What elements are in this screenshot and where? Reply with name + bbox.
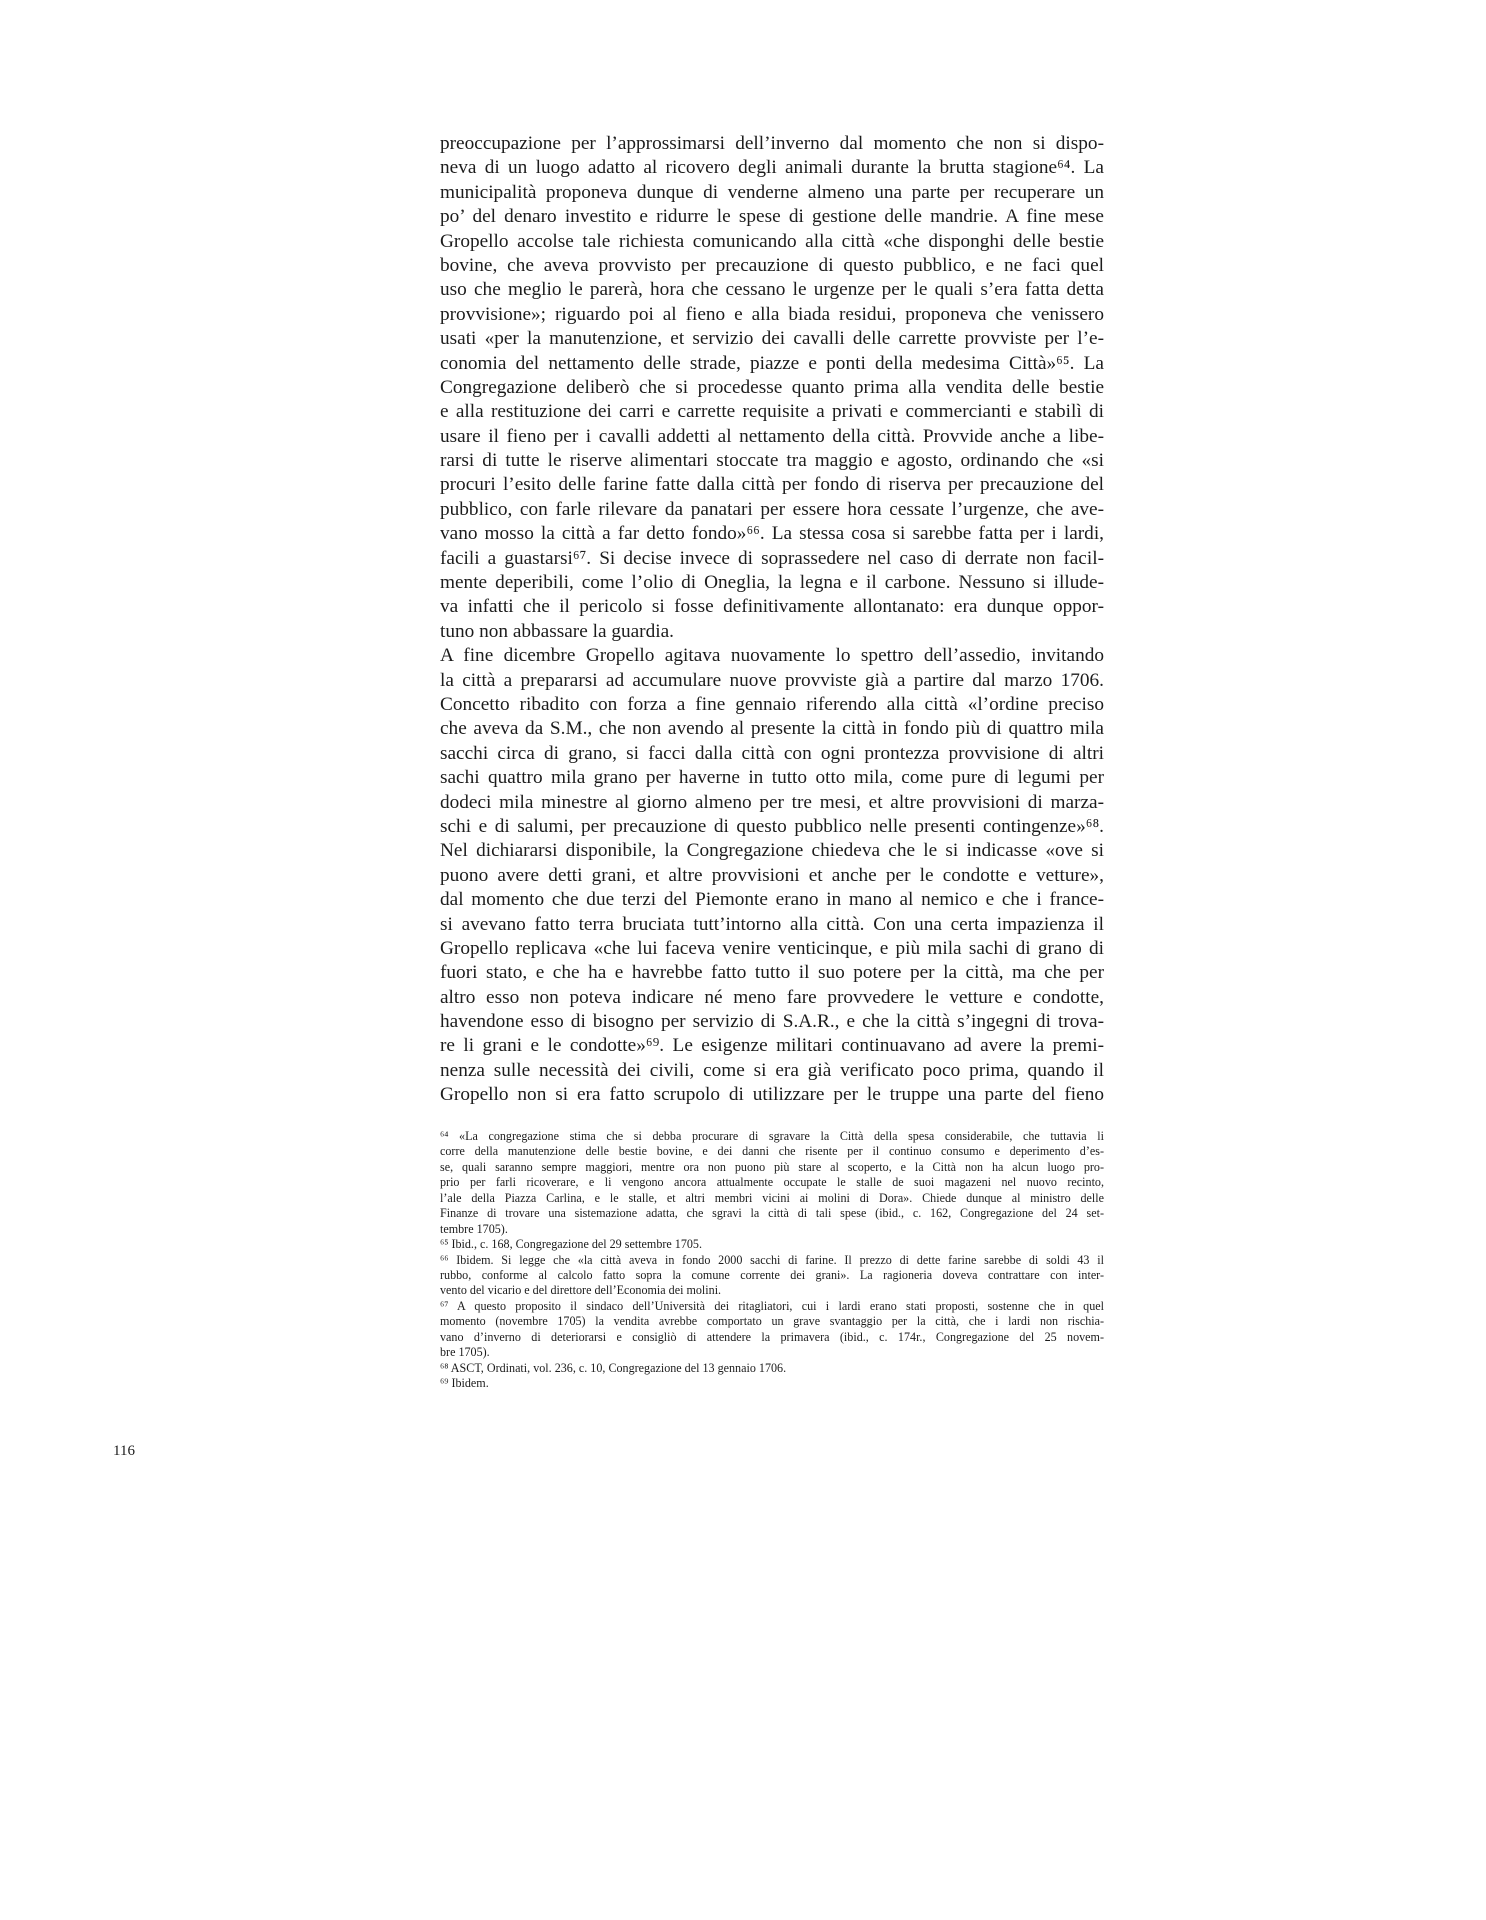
footnotes <box>440 1129 1104 1391</box>
page-number: 116 <box>113 1443 135 1459</box>
footnote-line: ⁶⁹ Ibidem. <box>440 1376 489 1390</box>
body-line: Gropello replicava «che lui faceva venire venticinque, e più mila sachi di grano di <box>440 937 1104 959</box>
body-line: altro esso non poteva indicare né meno fare provvedere le vetture e condotte, <box>440 986 1104 1008</box>
body-line: A fine dicembre Gropello agitava nuovamente lo spettro dell’assedio, invitando <box>440 645 1104 667</box>
body-line: preoccupazione per l’approssimarsi dell’inverno dal momento che non si dispo- <box>440 133 1104 154</box>
body-line: sacchi circa di grano, si facci dalla città con ogni prontezza provvisione di altri <box>440 742 1104 764</box>
footnote-line: momento (novembre 1705) la vendita avrebbe comportato un grave svantaggio per la città, che i lardi non rischia- <box>440 1314 1104 1329</box>
body-line: la città a prepararsi ad accumulare nuove provviste già a partire dal marzo 1706. <box>440 669 1104 691</box>
body-line: conomia del nettamento delle strade, piazze e ponti della medesima Città»⁶⁵. La <box>440 352 1104 374</box>
body-line: Congregazione deliberò che si procedesse quanto prima alla vendita delle bestie <box>440 376 1104 398</box>
body-line: procuri l’esito delle farine fatte dalla città per fondo di riserva per precauzione del <box>440 474 1104 496</box>
body-line: mente deperibili, come l’olio di Oneglia, la legna e il carbone. Nessuno si illude- <box>440 572 1104 594</box>
body-line: Gropello accolse tale richiesta comunicando alla città «che disponghi delle bestie <box>440 230 1104 252</box>
body-line: dal momento che due terzi del Piemonte erano in mano al nemico e che i france- <box>440 889 1104 911</box>
footnote-line: ⁶⁶ Ibidem. Si legge che «la città aveva in fondo 2000 sacchi di farine. Il prezzo di dette farine sarebbe di soldi 43 il <box>440 1252 1104 1267</box>
footnote-line: vento del vicario e del direttore dell’Economia dei molini. <box>440 1283 722 1298</box>
body-line: tuno non abbassare la guardia. <box>440 620 674 642</box>
body-line: va infatti che il pericolo si fosse definitivamente allontanato: era dunque oppor- <box>440 596 1104 618</box>
body-line: provvisione»; riguardo poi al fieno e alla biada residui, proponeva che venissero <box>440 303 1104 325</box>
body-line: nenza sulle necessità dei civili, come si era già verificato poco prima, quando il <box>440 1059 1104 1081</box>
body-line: usare il fieno per i cavalli addetti al nettamento della città. Provvide anche a libe- <box>440 425 1104 447</box>
footnote-line: rubbo, conforme al calcolo fatto sopra la comune corrente dei grani». La ragioneria doveva contrattare con inter- <box>440 1267 1104 1282</box>
body-line: si avevano fatto terra bruciata tutt’intorno alla città. Con una certa impazienza il <box>440 913 1104 935</box>
body-line: municipalità proponeva dunque di venderne almeno una parte per recuperare un <box>440 181 1104 203</box>
body-line: Gropello non si era fatto scrupolo di utilizzare per le truppe una parte del fieno <box>440 1084 1104 1106</box>
body-line: re li grani e le condotte»⁶⁹. Le esigenze militari continuavano ad avere la premi- <box>440 1035 1104 1057</box>
footnote-line: ⁶⁸ ASCT, Ordinati, vol. 236, c. 10, Congregazione del 13 gennaio 1706. <box>440 1360 787 1375</box>
footnote-line: vano d’inverno di deteriorarsi e consigliò di attendere la primavera (ibid., c. 174r., Congregazione del 25 novem- <box>440 1329 1104 1344</box>
footnote-line: prio per farli ricoverare, e li vengono ancora attualmente occupate le stalle de suoi magazeni nel nuovo recinto, <box>440 1175 1104 1190</box>
body-line: Concetto ribadito con forza a fine gennaio riferendo alla città «l’ordine preciso <box>440 693 1104 715</box>
body-line: vano mosso la città a far detto fondo»⁶⁶. La stessa cosa si sarebbe fatta per i lardi, <box>440 523 1104 545</box>
body-line: rarsi di tutte le riserve alimentari stoccate tra maggio e agosto, ordinando che «si <box>440 450 1104 472</box>
body-line: sachi quattro mila grano per haverne in tutto otto mila, come pure di legumi per <box>440 767 1104 789</box>
body-line: schi e di salumi, per precauzione di questo pubblico nelle presenti contingenze»⁶⁸. <box>440 815 1104 837</box>
body-line: che aveva da S.M., che non avendo al presente la città in fondo più di quattro mila <box>440 718 1104 740</box>
footnote-line: se, quali saranno sempre maggiori, mentre ora non puono più stare al scoperto, e la Città non ha alcun luogo pro- <box>440 1159 1104 1174</box>
footnote-line: ⁶⁷ A questo proposito il sindaco dell’Università dei ritagliatori, cui i lardi erano stati proposti, sostenne che in quel <box>440 1298 1104 1313</box>
body-line: Nel dichiararsi disponibile, la Congregazione chiedeva che le si indicasse «ove si <box>440 840 1104 862</box>
body-line: neva di un luogo adatto al ricovero degli animali durante la brutta stagione⁶⁴. La <box>440 157 1104 179</box>
footnote-line: ⁶⁴ «La congregazione stima che si debba procurare di sgravare la Città della spesa considerabile, che tuttavia li <box>440 1129 1104 1143</box>
body-line: pubblico, con farle rilevare da panatari per essere hora cessate l’urgenze, che ave- <box>440 498 1104 520</box>
body-line: dodeci mila minestre al giorno almeno per tre mesi, et altre provvisioni di marza- <box>440 791 1104 813</box>
body-line: facili a guastarsi⁶⁷. Si decise invece di soprassedere nel caso di derrate non facil- <box>440 547 1104 569</box>
footnote-line: bre 1705). <box>440 1345 490 1360</box>
footnote-line: corre della manutenzione delle bestie bovine, e dei danni che risente per il continuo consumo e deperimento d’es- <box>440 1144 1104 1159</box>
footnote-line: tembre 1705). <box>440 1221 508 1236</box>
body-line: uso che meglio le parerà, hora che cessano le urgenze per le quali s’era fatta detta <box>440 279 1104 301</box>
body-line: usati «per la manutenzione, et servizio dei cavalli delle carrette provviste per l’e- <box>440 328 1104 350</box>
body-line: bovine, che aveva provvisto per precauzione di questo pubblico, e ne faci quel <box>440 254 1104 276</box>
body-line: fuori stato, e che ha e havrebbe fatto tutto il suo potere per la città, ma che per <box>440 962 1104 984</box>
footnote-line: Finanze di trovare una sistemazione adatta, che sgravi la città di tali spese (ibid., c. 162, Congregazione del 24 set- <box>440 1206 1104 1221</box>
footnote-line: ⁶⁵ Ibid., c. 168, Congregazione del 29 settembre 1705. <box>440 1237 702 1252</box>
body-line: havendone esso di bisogno per servizio di S.A.R., e che la città s’ingegni di trova- <box>440 1011 1104 1033</box>
body-line: puono avere detti grani, et altre provvisioni et anche per le condotte e vetture», <box>440 864 1104 886</box>
body-line: e alla restituzione dei carri e carrette requisite a privati e commercianti e stabilì di <box>440 401 1104 423</box>
body-line: po’ del denaro investito e ridurre le spese di gestione delle mandrie. A fine mese <box>440 206 1104 228</box>
footnote-line: l’ale della Piazza Carlina, e le stalle, et altri membri vicini ai molini di Dora». Chiede dunque al ministro delle <box>440 1190 1104 1205</box>
body-text <box>440 132 1104 1108</box>
